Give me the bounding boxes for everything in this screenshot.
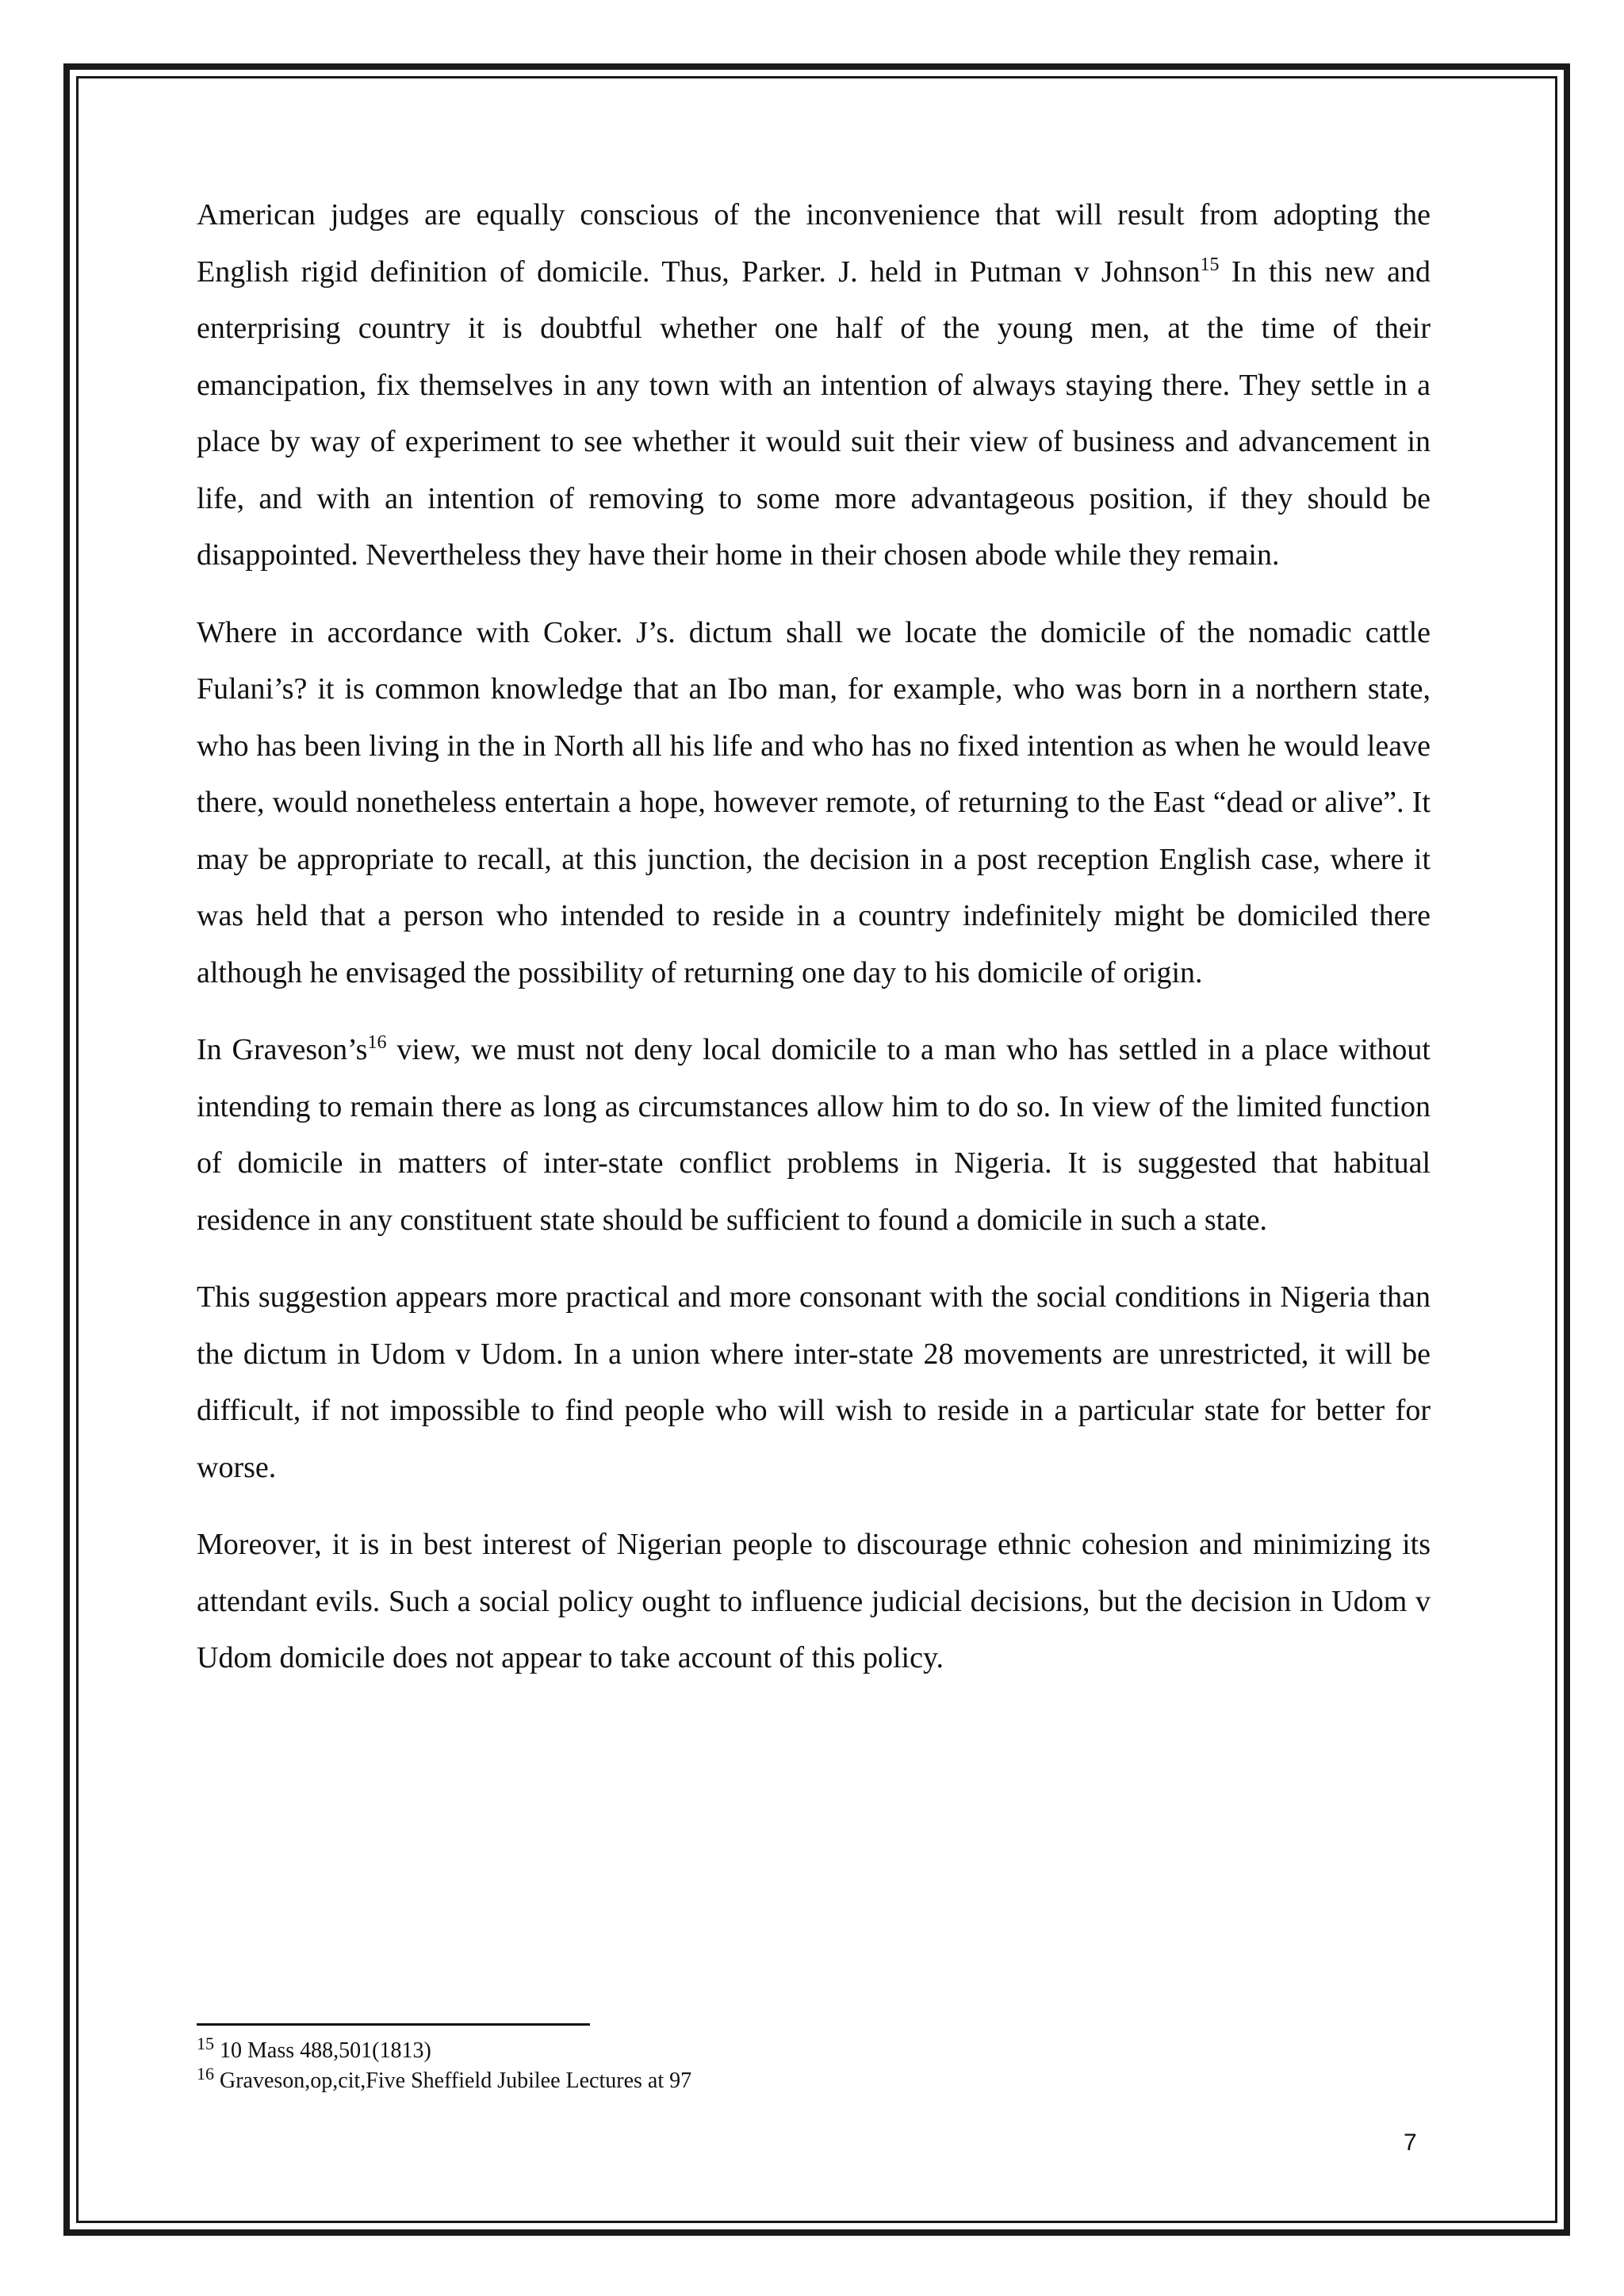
paragraph-3-text-a: In Graveson’s	[197, 1033, 368, 1066]
paragraph-1-text-b: In this new and enterprising country it is doubtful whether one half of the young men, at the time of their emancipation, fix themselves in any town with an intention of always staying there. They settle in a place by way of experiment to see whether it would suit their view of business and advancement in life, and with an intention of removing to some more advantageous position, if they should be disappointed. Nevertheless they have their home in their chosen abode while they remain.	[197, 254, 1431, 572]
body-text	[197, 187, 1431, 1708]
paragraph-1-text-a: American judges are equally conscious of the inconvenience that will result from adopting the English rigid definition of domicile. Thus, Parker. J. held in Putman v Johnson	[197, 198, 1431, 289]
page-number: 7	[1404, 2130, 1417, 2156]
footnote-ref-15[interactable]: 15	[1200, 254, 1220, 275]
paragraph-2: Where in accordance with Coker. J’s. dictum shall we locate the domicile of the nomadic cattle Fulani’s? it is common knowledge that an Ibo man, for example, who was born in a northern state, who has been living in the in North all his life and who has no fixed intention as when he would leave there, would nonetheless entertain a hope, however remote, of returning to the East “dead or alive”. It may be appropriate to recall, at this junction, the decision in a post reception English case, where it was held that a person who intended to reside in a country indefinitely might be domiciled there although he envisaged the possibility of returning one day to his domicile of origin.	[197, 615, 1431, 989]
paragraph-3-text-b: view, we must not deny local domicile to a man who has settled in a place without intending to remain there as long as circumstances allow him to do so. In view of the limited function of domicile in matters of inter-state conflict problems in Nigeria. It is suggested that habitual residence in any constituent state should be sufficient to found a domicile in such a state.	[197, 1033, 1431, 1237]
footnote-ref-16[interactable]: 16	[367, 1032, 387, 1053]
paragraph-3	[197, 1022, 1431, 1249]
footnote-16	[197, 2066, 1431, 2096]
paragraph-5: Moreover, it is in best interest of Nigerian people to discourage ethnic cohesion and minimizing its attendant evils. Such a social policy ought to influence judicial decisions, but the decision in Udom v Udom domicile does not appear to take account of this policy.	[197, 1528, 1431, 1674]
footnote-15-number: 15	[197, 2034, 214, 2053]
paragraph-4: This suggestion appears more practical and more consonant with the social conditions in Nigeria than the dictum in Udom v Udom. In a union where inter-state 28 movements are unrestricted, it will be difficult, if not impossible to find people who will wish to reside in a particular state for better for worse.	[197, 1280, 1431, 1484]
footnote-15-text: 10 Mass 488,501(1813)	[214, 2038, 431, 2063]
paragraph-1	[197, 187, 1431, 584]
footnote-16-number: 16	[197, 2064, 214, 2084]
footnotes	[197, 2036, 1431, 2096]
footnote-16-text: Graveson,op,cit,Five Sheffield Jubilee Lectures at 97	[214, 2068, 692, 2093]
footnote-separator	[197, 2023, 590, 2026]
footnote-15	[197, 2036, 1431, 2066]
